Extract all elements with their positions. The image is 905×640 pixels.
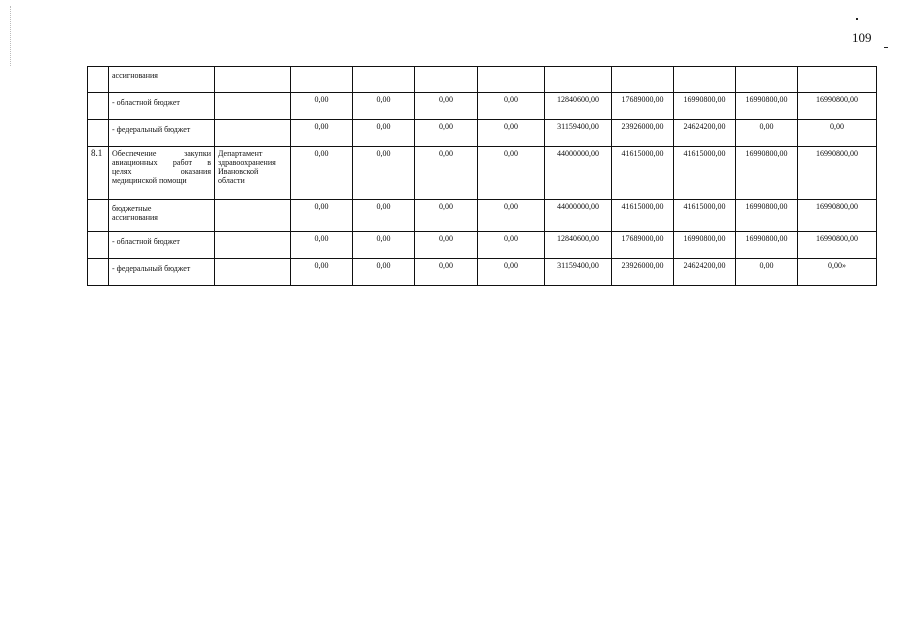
value-cell: 0,00 xyxy=(415,259,478,286)
value-cell: 0,00 xyxy=(415,120,478,147)
value-cell: 0,00 xyxy=(415,147,478,200)
table-row xyxy=(88,232,877,259)
row-executor xyxy=(215,232,291,259)
page-number: 109 xyxy=(852,30,872,45)
name-line: целях оказания xyxy=(112,167,211,176)
value-cell: 0,00 xyxy=(478,93,545,120)
value-cell: 0,00 xyxy=(478,147,545,200)
value-cell: 0,00 xyxy=(478,232,545,259)
value-cell: 41615000,00 xyxy=(674,200,736,232)
value-cell: 31159400,00 xyxy=(545,259,612,286)
value-cell: 0,00 xyxy=(291,259,353,286)
value-cell: 44000000,00 xyxy=(545,147,612,200)
value-cell: 0,00 xyxy=(415,232,478,259)
value-cell: 12840600,00 xyxy=(545,232,612,259)
row-code xyxy=(88,93,109,120)
value-cell: 23926000,00 xyxy=(612,120,674,147)
value-cell: 16990800,00 xyxy=(736,232,798,259)
table-row xyxy=(88,259,877,286)
value-cell: 0,00 xyxy=(291,200,353,232)
row-executor xyxy=(215,200,291,232)
value-cell: 0,00 xyxy=(478,259,545,286)
row-executor xyxy=(215,120,291,147)
row-code xyxy=(88,120,109,147)
value-cell xyxy=(798,67,877,93)
name-line: авиационных работ в xyxy=(112,158,211,167)
value-cell: 17689000,00 xyxy=(612,232,674,259)
value-cell: 16990800,00 xyxy=(798,93,877,120)
executor-line: области xyxy=(218,176,245,185)
scan-speck xyxy=(856,18,858,20)
value-cell: 0,00 xyxy=(291,120,353,147)
row-executor xyxy=(215,147,291,200)
table-row xyxy=(88,147,877,200)
value-cell: 41615000,00 xyxy=(612,147,674,200)
value-cell xyxy=(612,67,674,93)
name-line: Обеспечение закупки xyxy=(112,149,211,158)
value-cell xyxy=(736,67,798,93)
value-cell: 0,00 xyxy=(736,259,798,286)
value-cell xyxy=(415,67,478,93)
value-cell: 12840600,00 xyxy=(545,93,612,120)
value-cell: 16990800,00 xyxy=(798,200,877,232)
value-cell: 31159400,00 xyxy=(545,120,612,147)
value-cell: 0,00 xyxy=(291,147,353,200)
executor-line: Ивановской xyxy=(218,167,259,176)
budget-table xyxy=(87,66,877,286)
value-cell: 16990800,00 xyxy=(736,147,798,200)
value-cell xyxy=(353,67,415,93)
value-cell xyxy=(478,67,545,93)
value-cell xyxy=(545,67,612,93)
table-row xyxy=(88,93,877,120)
row-name: - областной бюджет xyxy=(109,93,215,120)
value-cell: 0,00 xyxy=(291,232,353,259)
value-cell: 0,00 xyxy=(415,200,478,232)
value-cell: 0,00 xyxy=(353,120,415,147)
value-cell: 24624200,00 xyxy=(674,120,736,147)
value-cell: 16990800,00 xyxy=(674,232,736,259)
row-code: 8.1 xyxy=(88,147,109,200)
value-cell: 24624200,00 xyxy=(674,259,736,286)
value-cell: 16990800,00 xyxy=(674,93,736,120)
row-code xyxy=(88,200,109,232)
value-cell: 0,00 xyxy=(353,147,415,200)
value-cell: 16990800,00 xyxy=(736,200,798,232)
value-cell: 0,00 xyxy=(798,120,877,147)
value-cell: 0,00 xyxy=(478,120,545,147)
row-code xyxy=(88,232,109,259)
row-name: - федеральный бюджет xyxy=(109,259,215,286)
value-cell: 0,00 xyxy=(415,93,478,120)
value-cell xyxy=(291,67,353,93)
table-row xyxy=(88,67,877,93)
value-cell: 41615000,00 xyxy=(674,147,736,200)
row-name: ассигнования xyxy=(109,67,215,93)
row-code xyxy=(88,67,109,93)
name-line: ассигнования xyxy=(112,213,158,222)
value-cell: 0,00» xyxy=(798,259,877,286)
value-cell: 0,00 xyxy=(478,200,545,232)
row-name: - федеральный бюджет xyxy=(109,120,215,147)
table-row xyxy=(88,200,877,232)
value-cell: 0,00 xyxy=(736,120,798,147)
row-executor xyxy=(215,67,291,93)
value-cell: 0,00 xyxy=(353,93,415,120)
name-line: медицинской помощи xyxy=(112,176,187,185)
row-name: - областной бюджет xyxy=(109,232,215,259)
value-cell: 41615000,00 xyxy=(612,200,674,232)
table-row xyxy=(88,120,877,147)
value-cell: 16990800,00 xyxy=(798,147,877,200)
value-cell: 16990800,00 xyxy=(736,93,798,120)
value-cell xyxy=(674,67,736,93)
value-cell: 0,00 xyxy=(353,232,415,259)
row-name xyxy=(109,200,215,232)
binding-marks xyxy=(10,6,12,66)
value-cell: 0,00 xyxy=(291,93,353,120)
scan-dash xyxy=(884,47,888,48)
row-code xyxy=(88,259,109,286)
executor-line: Департамент xyxy=(218,149,263,158)
row-name xyxy=(109,147,215,200)
row-executor xyxy=(215,259,291,286)
value-cell: 16990800,00 xyxy=(798,232,877,259)
name-line: бюджетные xyxy=(112,204,152,213)
value-cell: 17689000,00 xyxy=(612,93,674,120)
value-cell: 23926000,00 xyxy=(612,259,674,286)
row-executor xyxy=(215,93,291,120)
executor-line: здравоохранения xyxy=(218,158,276,167)
value-cell: 0,00 xyxy=(353,200,415,232)
value-cell: 0,00 xyxy=(353,259,415,286)
value-cell: 44000000,00 xyxy=(545,200,612,232)
